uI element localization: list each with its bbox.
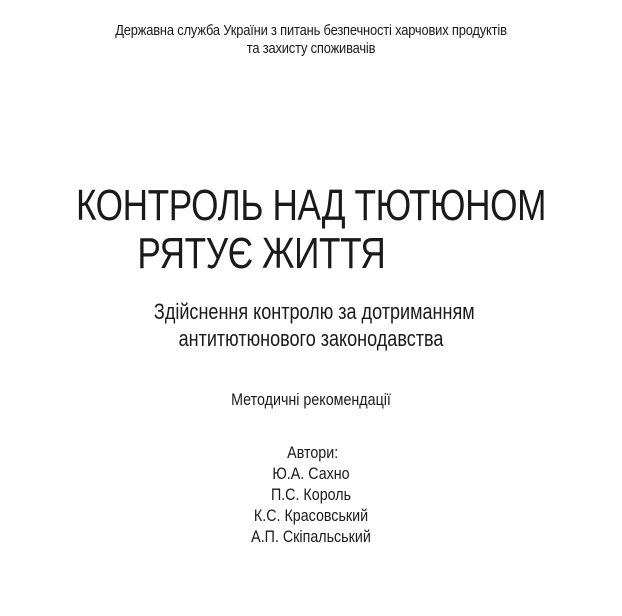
agency-header bbox=[44, 22, 579, 58]
title-line-2: РЯТУЄ ЖИТТЯ bbox=[137, 229, 386, 278]
author-name: А.П. Скіпальський bbox=[251, 527, 371, 546]
document-subtitle bbox=[56, 298, 566, 352]
author-name: Ю.А. Сахно bbox=[272, 464, 350, 483]
authors-list bbox=[50, 442, 572, 547]
authors-label: Автори: bbox=[287, 443, 339, 462]
title-line-1: КОНТРОЛЬ НАД ТЮТЮНОМ bbox=[75, 181, 547, 230]
subtitle-line-1: Здійснення контролю за дотриманням bbox=[153, 299, 475, 324]
author-name: К.С. Красовський bbox=[253, 506, 369, 525]
agency-line-1: Державна служба України з питань безпечності харчових продуктів bbox=[115, 22, 507, 39]
agency-line-2: та захисту споживачів bbox=[246, 40, 376, 57]
author-name: П.С. Король bbox=[270, 485, 352, 504]
document-title bbox=[62, 182, 560, 278]
subtitle-line-2: антитютюнового законодавства bbox=[178, 326, 444, 351]
document-type: Методичні рекомендації bbox=[231, 390, 391, 409]
